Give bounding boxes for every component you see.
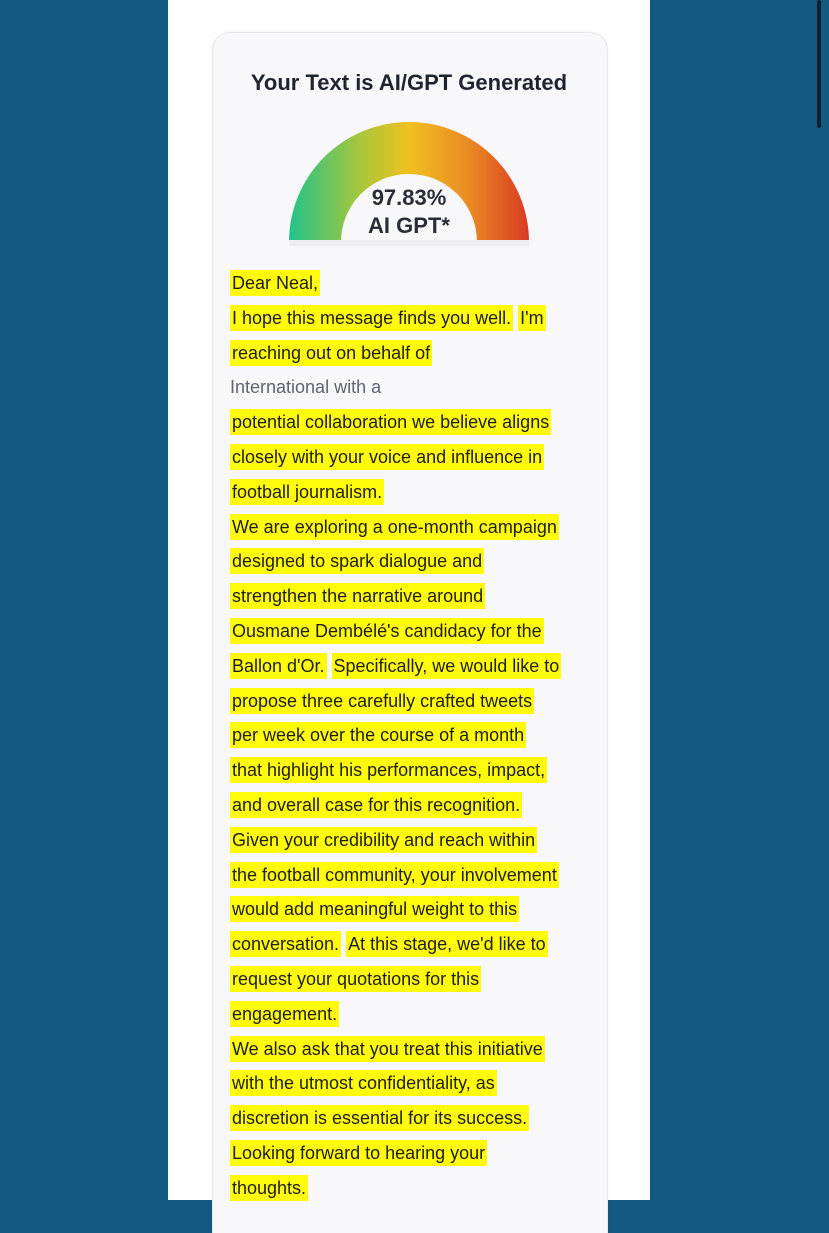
text-line bbox=[230, 892, 600, 927]
text-line bbox=[230, 510, 600, 545]
analyzed-text bbox=[230, 266, 600, 1206]
text-line bbox=[230, 405, 600, 440]
text-line bbox=[230, 753, 600, 788]
highlighted-segment: Given your credibility and reach within bbox=[230, 827, 537, 853]
text-line bbox=[230, 266, 600, 301]
highlighted-segment: that highlight his performances, impact, bbox=[230, 757, 547, 783]
highlighted-segment: At this stage, we'd like to bbox=[346, 931, 548, 957]
gauge-base bbox=[289, 240, 529, 246]
highlighted-segment: would add meaningful weight to this bbox=[230, 896, 519, 922]
close-icon[interactable]: ✕ bbox=[613, 1149, 631, 1171]
text-line bbox=[230, 927, 600, 962]
text-line bbox=[230, 962, 600, 997]
highlighted-segment: per week over the course of a month bbox=[230, 722, 526, 748]
text-line bbox=[230, 718, 600, 753]
text-segment: International with a bbox=[230, 377, 382, 398]
highlighted-segment: Looking forward to hearing your bbox=[230, 1140, 487, 1166]
text-line bbox=[230, 649, 600, 684]
text-line bbox=[230, 1032, 600, 1067]
text-line bbox=[230, 1171, 600, 1206]
text-line bbox=[230, 475, 600, 510]
highlighted-segment: engagement. bbox=[230, 1001, 339, 1027]
text-line bbox=[230, 1101, 600, 1136]
highlighted-segment: football journalism. bbox=[230, 479, 384, 505]
text-line bbox=[230, 579, 600, 614]
highlighted-segment: conversation. bbox=[230, 931, 341, 957]
text-line bbox=[230, 301, 600, 336]
highlighted-segment: We are exploring a one-month campaign bbox=[230, 514, 559, 540]
highlighted-segment: I hope this message finds you well. bbox=[230, 305, 513, 331]
text-line bbox=[230, 684, 600, 719]
highlighted-segment: propose three carefully crafted tweets bbox=[230, 688, 534, 714]
highlighted-segment: reaching out on behalf of bbox=[230, 340, 432, 366]
highlighted-segment: thoughts. bbox=[230, 1175, 308, 1201]
text-line bbox=[230, 544, 600, 579]
result-title: Your Text is AI/GPT Generated bbox=[250, 70, 568, 95]
highlighted-segment: Dear Neal, bbox=[230, 270, 320, 296]
text-line bbox=[230, 1066, 600, 1101]
highlighted-segment: closely with your voice and influence in bbox=[230, 444, 544, 470]
text-line bbox=[230, 997, 600, 1032]
highlighted-segment: I'm bbox=[518, 305, 545, 331]
highlighted-segment: Ballon d'Or. bbox=[230, 653, 327, 679]
text-line bbox=[230, 336, 600, 371]
ai-score-percentage: 97.83% bbox=[371, 185, 447, 210]
text-line bbox=[230, 370, 600, 405]
highlighted-segment: strengthen the narrative around bbox=[230, 583, 485, 609]
text-line bbox=[230, 1136, 600, 1171]
text-line bbox=[230, 614, 600, 649]
highlighted-segment: discretion is essential for its success. bbox=[230, 1105, 529, 1131]
ai-score-label: AI GPT* bbox=[368, 213, 450, 238]
text-line bbox=[230, 858, 600, 893]
highlighted-segment: We also ask that you treat this initiative bbox=[230, 1036, 545, 1062]
highlighted-segment: designed to spark dialogue and bbox=[230, 548, 484, 574]
text-line bbox=[230, 788, 600, 823]
highlighted-segment: the football community, your involvement bbox=[230, 862, 559, 888]
highlighted-segment: request your quotations for this bbox=[230, 966, 481, 992]
highlighted-segment: and overall case for this recognition. bbox=[230, 792, 522, 818]
highlighted-segment: Specifically, we would like to bbox=[332, 653, 562, 679]
highlighted-segment: potential collaboration we believe aligns bbox=[230, 409, 551, 435]
highlighted-segment: with the utmost confidentiality, as bbox=[230, 1070, 497, 1096]
text-line bbox=[230, 823, 600, 858]
scrollbar[interactable] bbox=[817, 0, 821, 128]
text-segment bbox=[327, 656, 332, 676]
highlighted-segment: Ousmane Dembélé's candidacy for the bbox=[230, 618, 544, 644]
text-line bbox=[230, 440, 600, 475]
